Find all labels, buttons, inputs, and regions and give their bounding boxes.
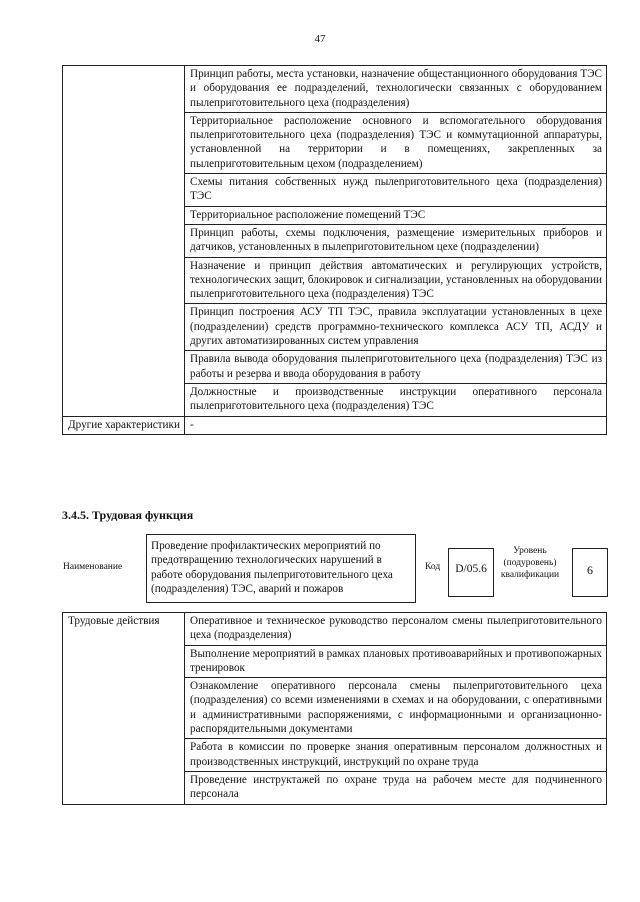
qualification-level-value-box: 6 <box>572 548 608 597</box>
table-cell: Ознакомление оперативного персонала смены пылеприготовительного цеха (подразделения) со всеми изменениями в схемах и на оборудовании, с оперативными и административными распоряжениями, с информационными и организационно-распорядительными документами <box>185 678 607 739</box>
name-label: Наименование <box>63 562 123 572</box>
table-cell-label <box>63 66 185 417</box>
table-cell: Принцип работы, места установки, назначение общестанционного оборудования ТЭС и оборудования ее подразделений, технологически связанных с оборудованием пылеприготовительного цеха (подразделения) <box>185 66 607 113</box>
qualification-level-label: Уровень (подуровень) квалификации <box>500 546 560 580</box>
section-heading: 3.4.5. Трудовая функция <box>62 508 194 522</box>
code-label: Код <box>425 562 441 572</box>
table-cell: Работа в комиссии по проверке знания оперативным персоналом должностных и производственных инструкций, инструкций по охране труда <box>185 739 607 772</box>
name-value-box: Проведение профилактических мероприятий по предотвращению технологических нарушений в работе оборудования пылеприготовительного цеха (подразделения) ТЭС, аварий и пожаров <box>146 534 416 603</box>
labor-actions-table <box>62 612 607 805</box>
table-cell: Проведение инструктажей по охране труда на рабочем месте для подчиненного персонала <box>185 771 607 804</box>
table-cell: Назначение и принцип действия автоматических и регулирующих устройств, технологических защит, блокировок и сигнализации, установленных на оборудовании пылеприготовительного цеха (подразделения) ТЭС <box>185 257 607 304</box>
knowledge-table <box>62 65 607 435</box>
labor-actions-label: Трудовые действия <box>63 613 185 805</box>
table-cell: Территориальное расположение помещений ТЭС <box>185 206 607 224</box>
page-number: 47 <box>314 33 326 45</box>
table-cell: Территориальное расположение основного и вспомогательного оборудования пылеприготовительного цеха (подразделения) ТЭС и коммутационной аппаратуры, установленной на территории и в помещениях, закрепленных за пылеприготовительным цехом (подразделением) <box>185 112 607 173</box>
table-cell: Принцип работы, схемы подключения, размещение измерительных приборов и датчиков, установленных в пылеприготовительном цехе (подразделении) <box>185 224 607 257</box>
code-value-box: D/05.6 <box>448 548 494 597</box>
table-cell: Выполнение мероприятий в рамках плановых противоаварийных и противопожарных тренировок <box>185 645 607 678</box>
table-row-other <box>63 416 607 434</box>
table-cell: Должностные и производственные инструкции оперативного персонала пылеприготовительного цеха (подразделения) ТЭС <box>185 383 607 416</box>
table-cell: Правила вывода оборудования пылеприготовительного цеха (подразделения) ТЭС из работы и резерва и ввода оборудования в работу <box>185 351 607 384</box>
other-characteristics-label: Другие характеристики <box>63 416 185 434</box>
table-row <box>63 66 607 113</box>
table-row <box>63 613 607 646</box>
table-cell: Схемы питания собственных нужд пылеприготовительного цеха (подразделения) ТЭС <box>185 174 607 207</box>
table-cell: Оперативное и техническое руководство персоналом смены пылеприготовительного цеха (подразделения) <box>185 613 607 646</box>
other-characteristics-value: - <box>185 416 607 434</box>
table-cell: Принцип построения АСУ ТП ТЭС, правила эксплуатации установленных в цехе (подразделении) средств программно-технического комплекса АСУ ТП, АСДУ и других автоматизированных систем управления <box>185 304 607 351</box>
